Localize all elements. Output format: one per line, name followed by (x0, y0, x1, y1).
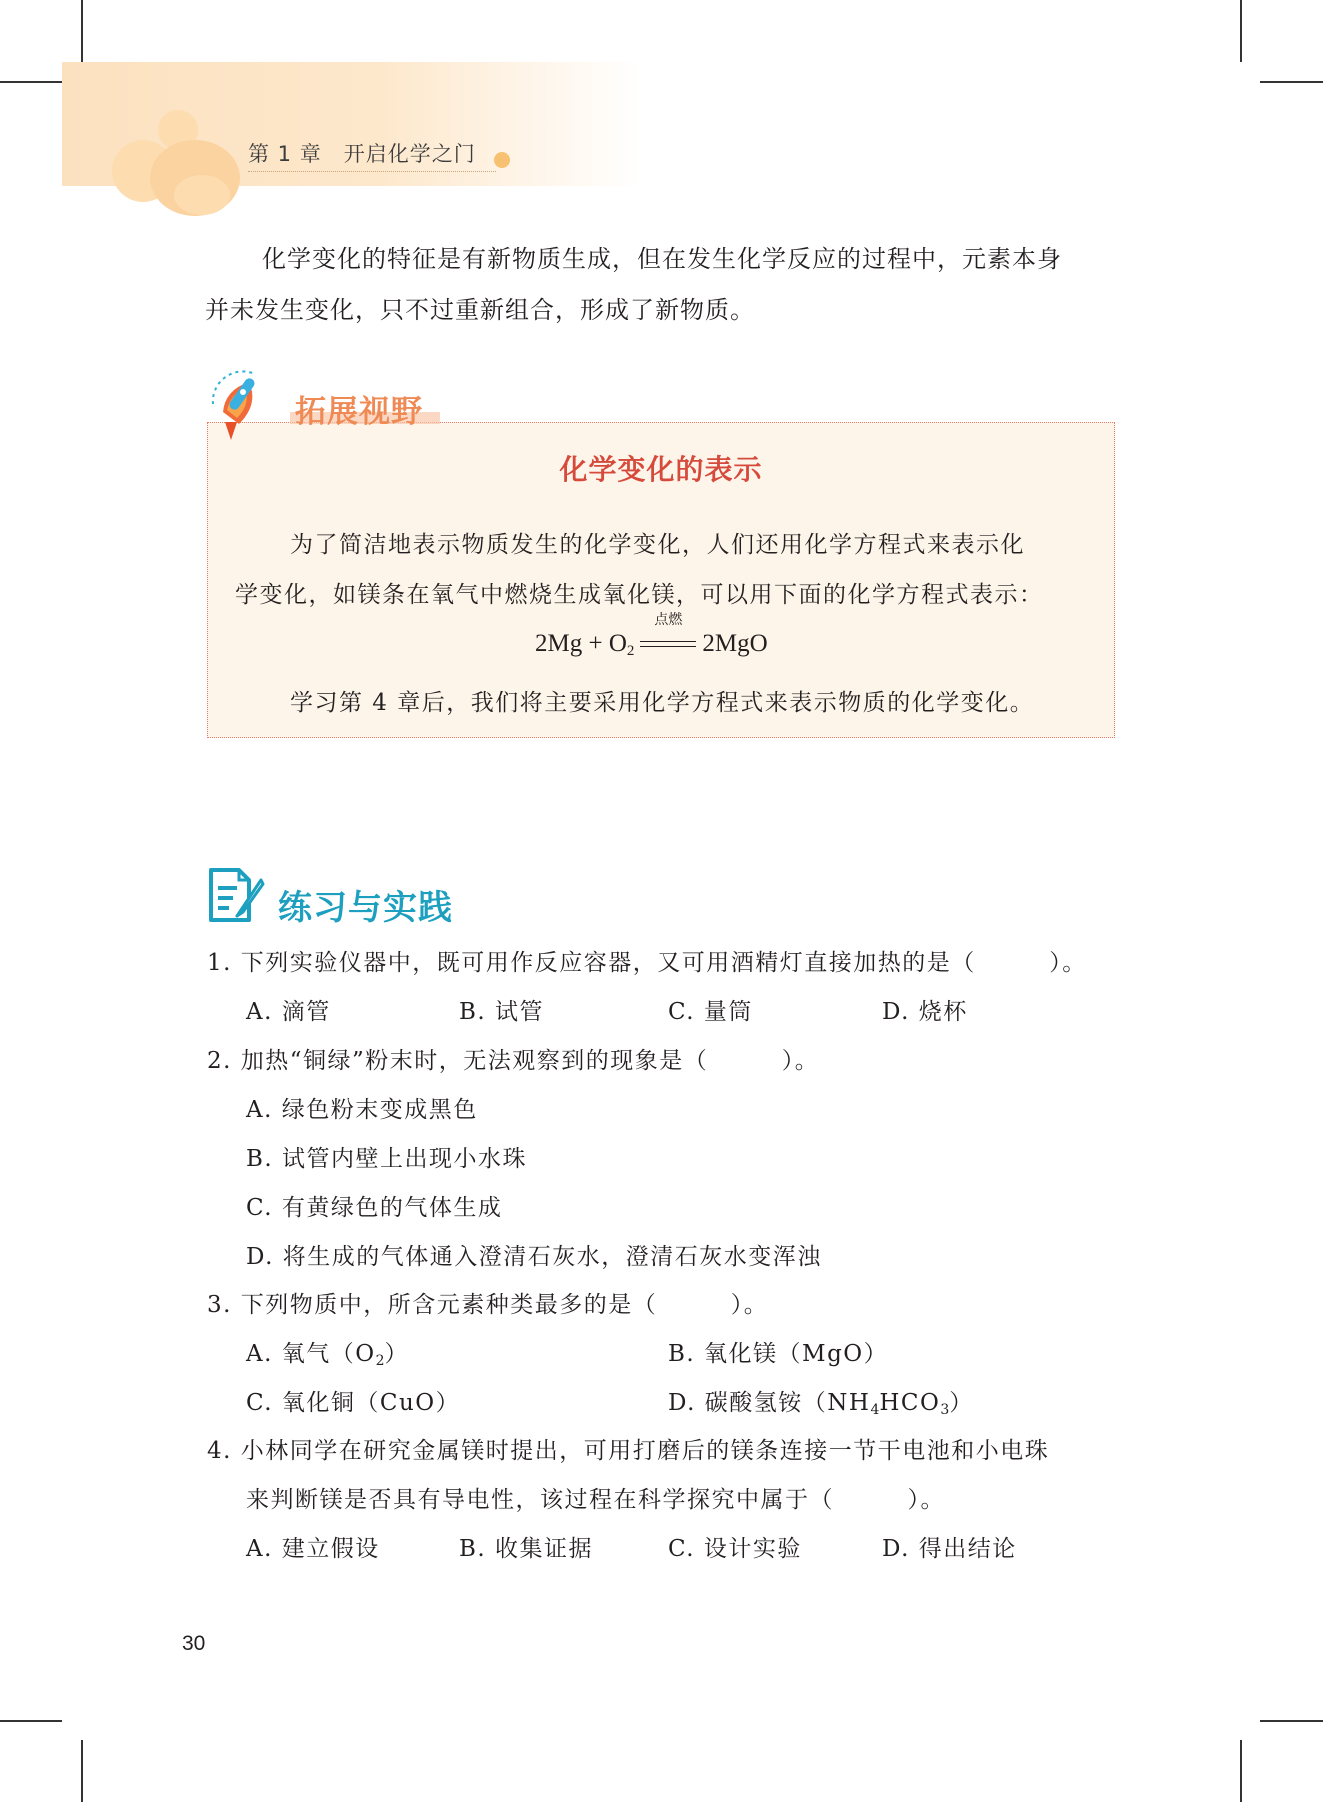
extension-line-3: 学习第 4 章后，我们将主要采用化学方程式来表示物质的化学变化。 (290, 690, 1035, 716)
chapter-underline (248, 171, 496, 172)
question-1-stem: 1. 下列实验仪器中，既可用作反应容器，又可用酒精灯直接加热的是（ ）。 (207, 950, 1087, 976)
question-4-option-b: B. 收集证据 (459, 1536, 594, 1562)
question-3-option-c: C. 氧化铜（CuO） (246, 1390, 461, 1416)
equation-subscript: 2 (626, 643, 635, 659)
crop-mark (0, 81, 62, 83)
question-3-option-b: B. 氧化镁（MgO） (668, 1341, 889, 1367)
question-4-option-d: D. 得出结论 (882, 1536, 1017, 1562)
rocket-icon (205, 364, 277, 446)
question-2-option-b: B. 试管内壁上出现小水珠 (246, 1146, 528, 1172)
extension-line-1: 为了简洁地表示物质发生的化学变化，人们还用化学方程式来表示化 (290, 532, 1025, 558)
question-2-option-c: C. 有黄绿色的气体生成 (246, 1195, 503, 1221)
header-decoration (174, 175, 230, 215)
equation-reactants: 2Mg + O (535, 630, 627, 657)
equation-equals-sign (640, 612, 696, 655)
extension-line-2: 学变化，如镁条在氧气中燃烧生成氧化镁，可以用下面的化学方程式表示： (235, 582, 1044, 608)
notepad-pencil-icon (205, 862, 267, 926)
crop-mark (81, 1740, 83, 1802)
crop-mark (81, 0, 83, 62)
question-3-stem: 3. 下列物质中，所含元素种类最多的是（ ）。 (207, 1292, 769, 1318)
question-1-option-b: B. 试管 (459, 999, 545, 1025)
question-1-option-d: D. 烧杯 (882, 999, 968, 1025)
question-4-stem-line-1: 4. 小林同学在研究金属镁时提出，可用打磨后的镁条连接一节干电池和小电珠 (207, 1438, 1050, 1464)
crop-mark (1240, 0, 1242, 62)
question-4-stem-line-2: 来判断镁是否具有导电性，该过程在科学探究中属于（ ）。 (246, 1487, 945, 1513)
crop-mark (1260, 81, 1323, 83)
intro-line-2: 并未发生变化，只不过重新组合，形成了新物质。 (205, 296, 755, 324)
question-1-option-c: C. 量筒 (668, 999, 753, 1025)
equation-product: 2MgO (702, 630, 768, 657)
header-dot (494, 152, 510, 168)
chemical-equation (535, 612, 768, 660)
question-2-stem: 2. 加热“铜绿”粉末时，无法观察到的现象是（ ）。 (207, 1048, 820, 1074)
chapter-title: 第 1 章 开启化学之门 (248, 142, 476, 166)
page-number: 30 (182, 1632, 206, 1655)
question-4-option-a: A. 建立假设 (246, 1536, 380, 1562)
question-1-option-a: A. 滴管 (246, 999, 331, 1025)
practice-title: 练习与实践 (278, 888, 453, 928)
crop-mark (1240, 1740, 1242, 1802)
equation-condition: 点燃 (654, 612, 683, 629)
crop-mark (0, 1720, 62, 1722)
question-2-option-d: D. 将生成的气体通入澄清石灰水，澄清石灰水变浑浊 (246, 1244, 822, 1270)
question-4-option-c: C. 设计实验 (668, 1536, 802, 1562)
question-2-option-a: A. 绿色粉末变成黑色 (246, 1097, 478, 1123)
crop-mark (1260, 1720, 1323, 1722)
question-3-option-d: D. 碳酸氢铵$(NH_4HCO_3)$ (668, 1390, 974, 1418)
extension-label: 拓展视野 (295, 394, 423, 430)
extension-heading: 化学变化的表示 (559, 453, 763, 486)
question-3-option-a: A. 氧气$(O_2)$ (246, 1341, 410, 1369)
intro-line-1: 化学变化的特征是有新物质生成，但在发生化学反应的过程中，元素本身 (262, 245, 1062, 273)
